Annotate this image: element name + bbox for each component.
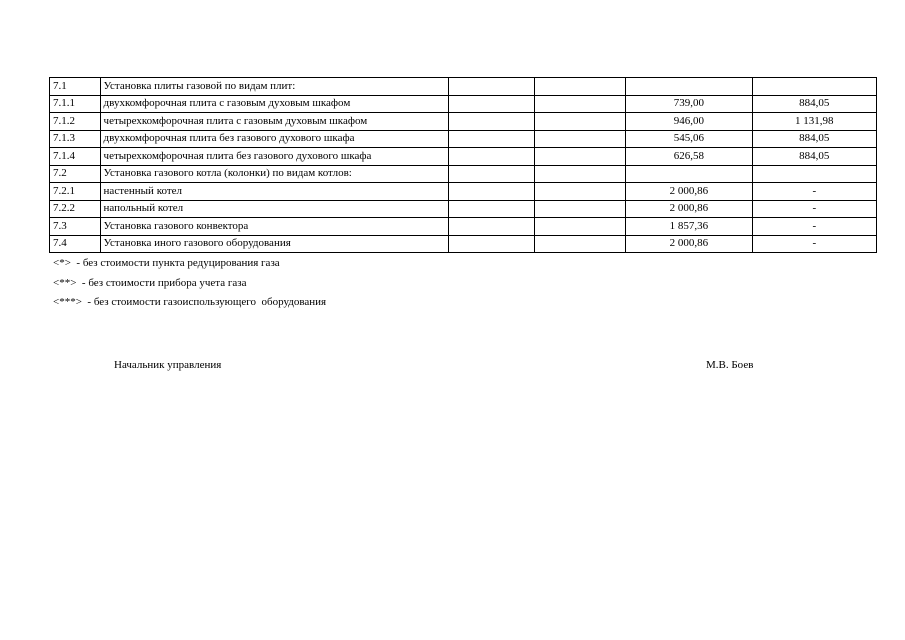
row-name: настенный котел bbox=[100, 183, 449, 201]
empty-cell bbox=[535, 200, 626, 218]
row-value-1: 626,58 bbox=[626, 148, 752, 166]
tariff-table bbox=[49, 77, 877, 253]
row-value-2: - bbox=[752, 218, 876, 236]
row-name: четырехкомфорочная плита без газового духового шкафа bbox=[100, 148, 449, 166]
empty-cell bbox=[449, 200, 535, 218]
row-code: 7.4 bbox=[50, 235, 101, 253]
empty-cell bbox=[535, 148, 626, 166]
row-code: 7.2 bbox=[50, 165, 101, 183]
row-code: 7.1.3 bbox=[50, 130, 101, 148]
table-row bbox=[50, 148, 877, 166]
footnotes bbox=[53, 254, 326, 313]
row-name: Установка газового конвектора bbox=[100, 218, 449, 236]
empty-cell bbox=[535, 218, 626, 236]
empty-cell bbox=[449, 148, 535, 166]
empty-cell bbox=[449, 113, 535, 131]
row-value-2: 1 131,98 bbox=[752, 113, 876, 131]
empty-cell bbox=[449, 218, 535, 236]
row-name: Установка плиты газовой по видам плит: bbox=[100, 78, 449, 96]
table-row bbox=[50, 113, 877, 131]
row-value-1: 2 000,86 bbox=[626, 183, 752, 201]
empty-cell bbox=[535, 113, 626, 131]
row-value-2 bbox=[752, 165, 876, 183]
table-row bbox=[50, 218, 877, 236]
row-value-2: - bbox=[752, 235, 876, 253]
row-name: двухкомфорочная плита без газового духового шкафа bbox=[100, 130, 449, 148]
signatory-name: М.В. Боев bbox=[706, 359, 754, 371]
table-row bbox=[50, 165, 877, 183]
row-name: Установка иного газового оборудования bbox=[100, 235, 449, 253]
row-value-1: 1 857,36 bbox=[626, 218, 752, 236]
empty-cell bbox=[449, 235, 535, 253]
row-code: 7.3 bbox=[50, 218, 101, 236]
table-row bbox=[50, 183, 877, 201]
row-value-1: 545,06 bbox=[626, 130, 752, 148]
empty-cell bbox=[535, 165, 626, 183]
empty-cell bbox=[535, 130, 626, 148]
table-row bbox=[50, 130, 877, 148]
row-code: 7.1.1 bbox=[50, 95, 101, 113]
empty-cell bbox=[535, 78, 626, 96]
signatory-position: Начальник управления bbox=[114, 359, 222, 371]
row-code: 7.1.4 bbox=[50, 148, 101, 166]
row-value-2: - bbox=[752, 183, 876, 201]
row-code: 7.2.1 bbox=[50, 183, 101, 201]
row-value-1: 739,00 bbox=[626, 95, 752, 113]
table-row bbox=[50, 235, 877, 253]
row-value-2: 884,05 bbox=[752, 148, 876, 166]
row-name: Установка газового котла (колонки) по видам котлов: bbox=[100, 165, 449, 183]
row-value-2: 884,05 bbox=[752, 95, 876, 113]
empty-cell bbox=[535, 183, 626, 201]
empty-cell bbox=[535, 235, 626, 253]
row-name: двухкомфорочная плита с газовым духовым шкафом bbox=[100, 95, 449, 113]
row-value-2 bbox=[752, 78, 876, 96]
table-row bbox=[50, 200, 877, 218]
row-name: четырехкомфорочная плита с газовым духовым шкафом bbox=[100, 113, 449, 131]
row-value-1: 946,00 bbox=[626, 113, 752, 131]
footnote: <***> - без стоимости газоиспользующего оборудования bbox=[53, 296, 327, 308]
empty-cell bbox=[449, 95, 535, 113]
row-code: 7.1 bbox=[50, 78, 101, 96]
footnote: <*> - без стоимости пункта редуцирования газа bbox=[53, 257, 280, 269]
empty-cell bbox=[449, 165, 535, 183]
row-value-1: 2 000,86 bbox=[626, 200, 752, 218]
footnote: <**> - без стоимости прибора учета газа bbox=[53, 276, 247, 289]
row-value-1 bbox=[626, 78, 752, 96]
row-name: напольный котел bbox=[100, 200, 449, 218]
empty-cell bbox=[449, 183, 535, 201]
row-code: 7.1.2 bbox=[50, 113, 101, 131]
table-row bbox=[50, 78, 877, 96]
table-row bbox=[50, 95, 877, 113]
row-value-1: 2 000,86 bbox=[626, 235, 752, 253]
row-value-2: - bbox=[752, 200, 876, 218]
row-value-1 bbox=[626, 165, 752, 183]
empty-cell bbox=[535, 95, 626, 113]
empty-cell bbox=[449, 78, 535, 96]
row-code: 7.2.2 bbox=[50, 200, 101, 218]
empty-cell bbox=[449, 130, 535, 148]
row-value-2: 884,05 bbox=[752, 130, 876, 148]
